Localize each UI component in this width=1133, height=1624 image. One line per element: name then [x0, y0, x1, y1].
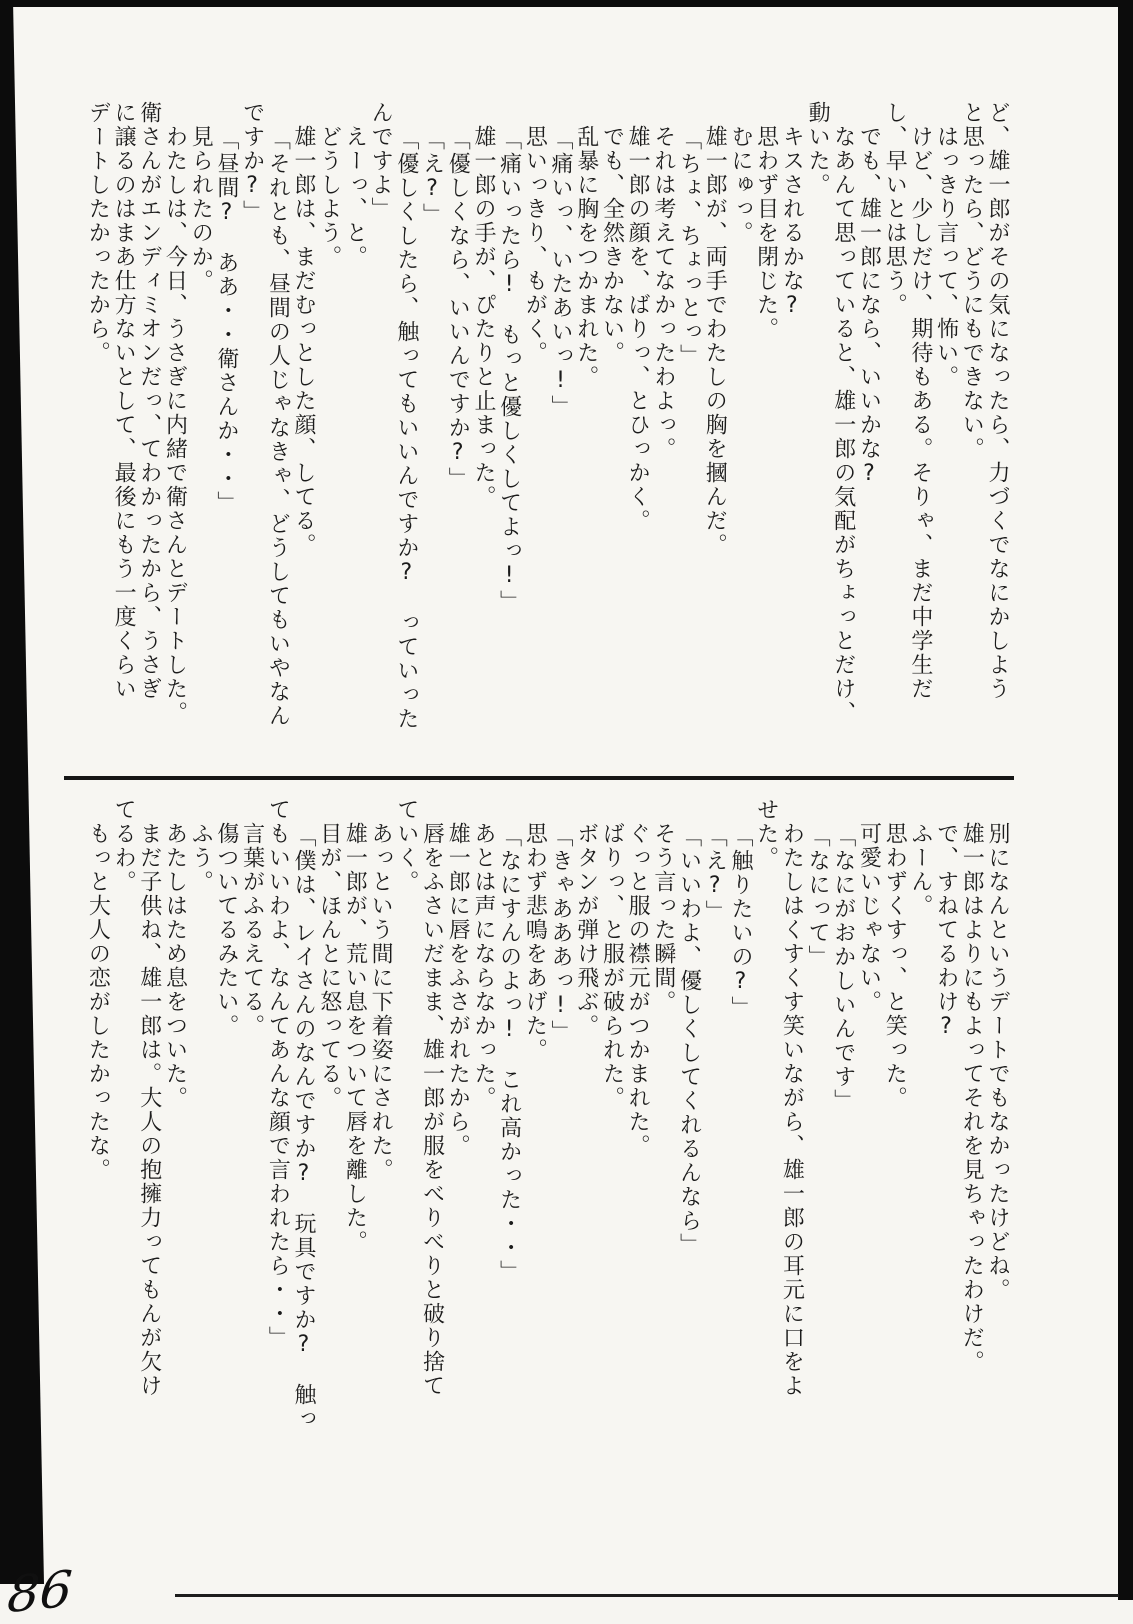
text-column: 「痛いったら! もっと優しくしてよっ!」 — [496, 101, 522, 614]
text-column: 言葉がふるえてる。 — [239, 798, 265, 1038]
text-column: あっという間に下着姿にされた。 — [368, 798, 394, 1182]
text-column: それは考えてなかったわよっ。 — [650, 101, 676, 461]
text-column: わたしは、今日、うさぎに内緒で衛さんとデートした。 — [162, 101, 188, 725]
text-column: んですよ」 — [368, 101, 394, 221]
text-column: もっと大人の恋がしたかったな。 — [85, 798, 111, 1182]
text-column: 「え?」 — [702, 798, 728, 924]
text-column: あとは声にならなかった。 — [470, 798, 496, 1110]
text-column: わたしはくすくす笑いながら、雄一郎の耳元に口をよ — [779, 798, 805, 1398]
text-column: けど、少しだけ、期待もある。そりゃ、まだ中学生だ — [907, 101, 933, 701]
text-column: 「それとも、昼間の人じゃなきゃ、どうしてもいやなん — [265, 101, 291, 728]
text-column: 思わず目を閉じた。 — [753, 101, 779, 341]
text-block-top — [84, 101, 1010, 735]
text-column: どうしよう。 — [316, 101, 342, 269]
text-column: 雄一郎に唇をふさがれたから。 — [445, 798, 471, 1158]
text-column: 傷ついてるみたい。 — [213, 798, 239, 1038]
text-column: あたしはため息をついた。 — [162, 798, 188, 1110]
text-column: でも、全然きかない。 — [599, 101, 625, 365]
text-column: 雄一郎の手が、ぴたりと止まった。 — [470, 101, 496, 509]
text-column: と思ったら、どうにもできない。 — [959, 101, 985, 461]
text-column: 雄一郎が、両手でわたしの胸を摑んだ。 — [702, 101, 728, 557]
text-column: ふう。 — [188, 798, 214, 894]
text-column: ボタンが弾け飛ぶ。 — [573, 798, 599, 1038]
text-column: デートしたかったから。 — [85, 101, 111, 365]
text-column: 別になんというデートでもなかったけどね。 — [985, 798, 1010, 1302]
text-column: 見られたのか。 — [188, 101, 214, 293]
text-block-bottom — [84, 798, 1010, 1432]
text-column: し、早いとは思う。 — [882, 101, 908, 317]
text-column: ばりっ、と服が破られた。 — [599, 798, 625, 1110]
text-column: 雄一郎が、荒い息をついて唇を離した。 — [342, 798, 368, 1254]
text-column: 思いっきり、もがく。 — [522, 101, 548, 365]
text-column: 衛さんがエンディミオンだっ、てわかったから、うさぎ — [136, 101, 162, 701]
text-column: 雄一郎の顔を、ばりっ、とひっかく。 — [625, 101, 651, 533]
text-column: せた。 — [753, 798, 779, 870]
text-column: むにゅっ。 — [727, 101, 753, 245]
text-column: 雄一郎は、まだむっとした顔、してる。 — [291, 101, 317, 557]
text-column: 唇をふさいだまま、雄一郎が服をべりべりと破り捨て — [419, 798, 445, 1398]
text-column: 「優しくなら、いいんですか?」 — [445, 101, 471, 491]
text-column: 「きゃあああっ!」 — [548, 798, 574, 1044]
text-column: ていく。 — [393, 798, 419, 894]
text-column: キスされるかな? — [779, 101, 805, 320]
text-column: 思わずくすっ、と笑った。 — [882, 798, 908, 1110]
text-column: 「いいわよ、優しくしてくれるんなら」 — [676, 798, 702, 1257]
text-column: ですか?」 — [239, 101, 265, 224]
text-column: 乱暴に胸をつかまれた。 — [573, 101, 599, 389]
text-column: まだ子供ね、雄一郎は。大人の抱擁力ってもんが欠け — [136, 798, 162, 1398]
text-column: ぐっと服の襟元がつかまれた。 — [625, 798, 651, 1158]
text-column: 「昼間? ああ・・衛さんか・・」 — [213, 101, 239, 515]
text-column: なあんて思っていると、雄一郎の気配がちょっとだけ、 — [830, 101, 856, 725]
text-column: に譲るのはまあ仕方ないとして、最後にもう一度くらい — [111, 101, 137, 701]
text-column: 「優しくしたら、触ってもいいんですか? っていった — [393, 101, 419, 731]
scan-edge-bottom — [175, 1594, 1119, 1597]
text-column: 思わず悲鳴をあげた。 — [522, 798, 548, 1062]
text-column: 「なにって」 — [805, 798, 831, 969]
scan-edge-left — [0, 0, 46, 1584]
text-column: ど、雄一郎がその気になったら、力づくでなにかしよう — [985, 101, 1010, 701]
text-column: そう言った瞬間。 — [650, 798, 676, 1014]
scan-edge-right — [1118, 0, 1133, 1600]
text-column: 雄一郎はよりにもよってそれを見ちゃったわけだ。 — [959, 798, 985, 1374]
text-column: 「なにがおかしいんです」 — [830, 798, 856, 1113]
text-column: 「触りたいの?」 — [727, 798, 753, 1020]
text-column: 可愛いじゃない。 — [856, 798, 882, 1014]
text-column: 目が、ほんとに怒ってる。 — [316, 798, 342, 1110]
text-column: 「なにすんのよっ! これ高かった・・」 — [496, 798, 522, 1284]
text-column: 「僕は、レイさんのなんですか? 玩具ですか? 触っ — [291, 798, 317, 1431]
scan-edge-top — [0, 0, 1133, 7]
text-column: えーっ、と。 — [342, 101, 368, 269]
text-column: はっきり言って、怖い。 — [933, 101, 959, 389]
text-column: でも、雄一郎になら、いいかな? — [856, 101, 882, 488]
text-column: てるわ。 — [111, 798, 137, 894]
text-column: 動いた。 — [805, 101, 831, 197]
text-column: 「え?」 — [419, 101, 445, 227]
text-column: 「痛いっ、いたあいっ!」 — [548, 101, 574, 419]
text-column: てもいいわよ、なんてあんな顔で言われたら・・」 — [265, 798, 291, 1350]
text-column: で、すねてるわけ? — [933, 798, 959, 1041]
page-number: 86 — [5, 1559, 75, 1624]
text-column: ふーん。 — [907, 798, 933, 918]
text-column: 「ちょ、ちょっとっ」 — [676, 101, 702, 368]
section-divider — [64, 776, 1014, 780]
